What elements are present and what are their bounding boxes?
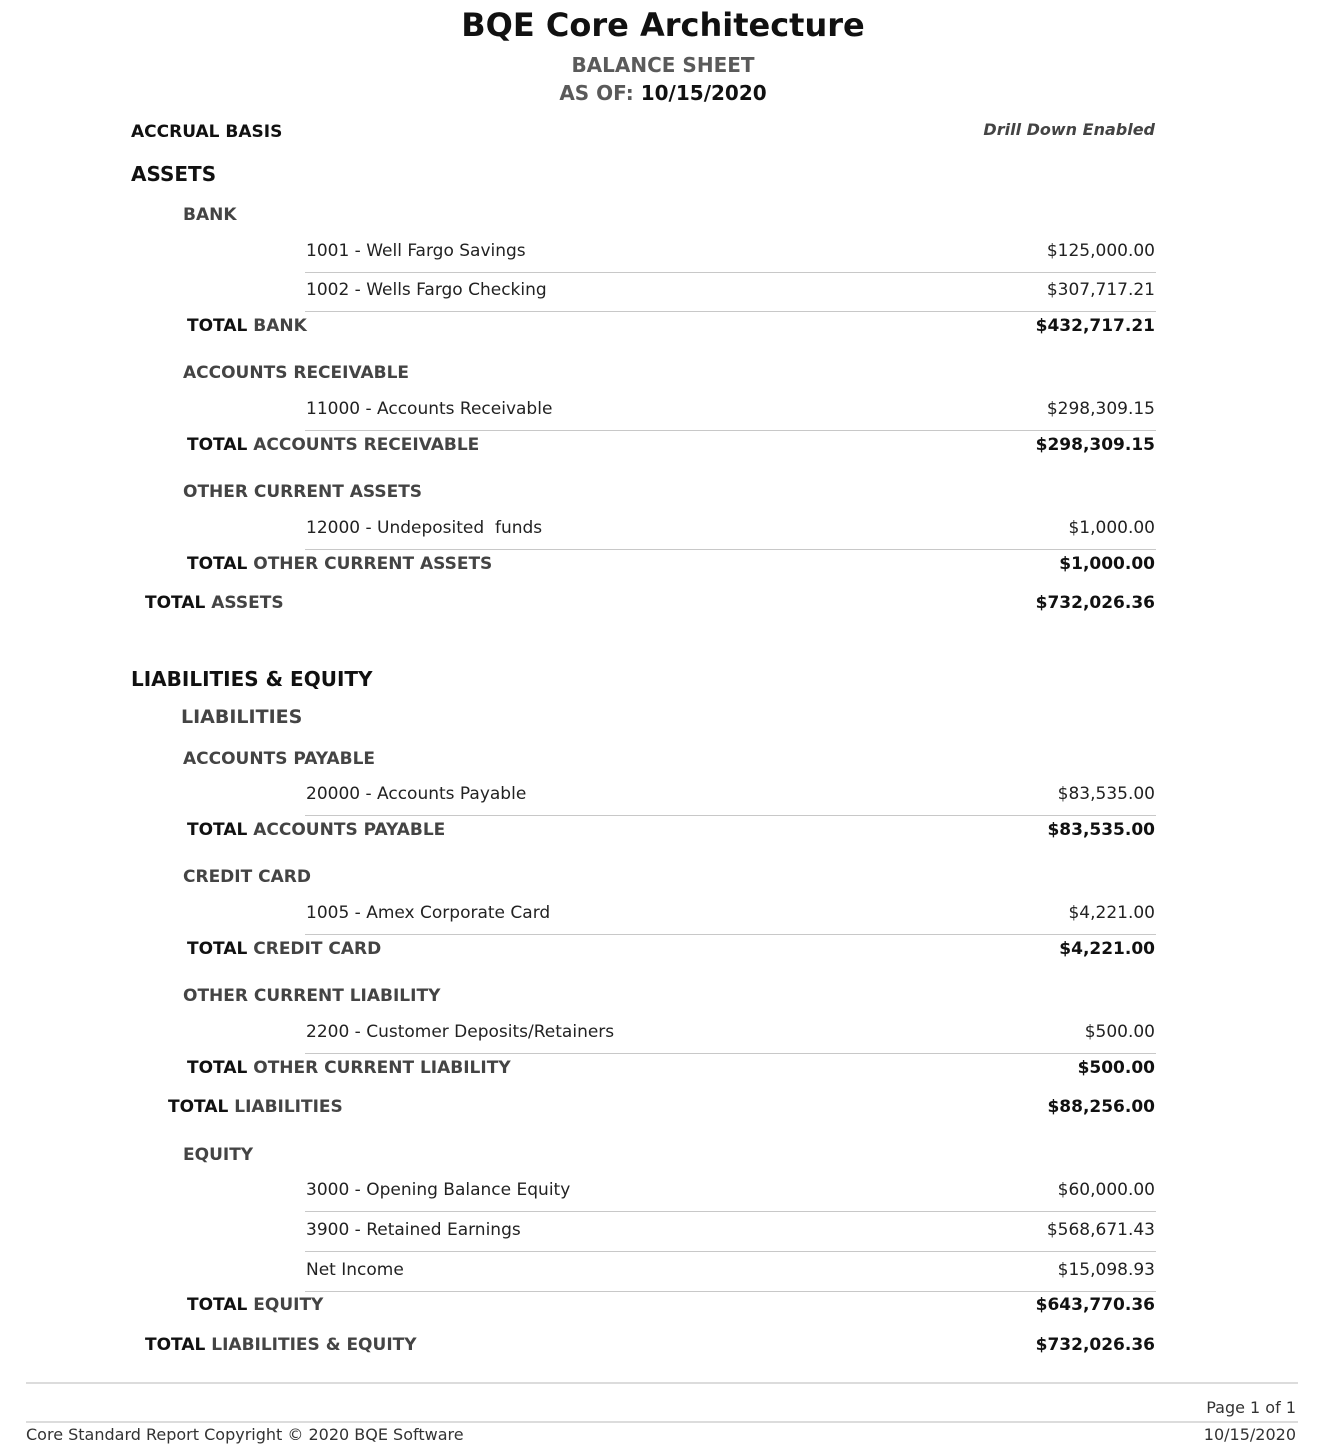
account-row[interactable]: [305, 776, 1156, 816]
report-title: BALANCE SHEET: [571, 53, 755, 77]
total-name: EQUITY: [253, 1295, 324, 1315]
total-word: TOTAL: [168, 1097, 229, 1117]
total-equity-label: [187, 1295, 323, 1315]
drill-down-indicator: Drill Down Enabled: [983, 120, 1155, 139]
as-of-line: [0, 81, 1326, 105]
total-name: LIABILITIES & EQUITY: [211, 1335, 417, 1355]
total-liabilities-equity-amount: $732,026.36: [1035, 1335, 1155, 1355]
footer-divider-bottom: [26, 1421, 1298, 1423]
other-current-liability-heading: OTHER CURRENT LIABILITY: [183, 986, 441, 1006]
account-amount[interactable]: $83,535.00: [1057, 784, 1155, 804]
account-name[interactable]: 2200 - Customer Deposits/Retainers: [306, 1022, 615, 1042]
assets-heading: ASSETS: [131, 162, 217, 186]
total-name: ACCOUNTS PAYABLE: [253, 820, 446, 840]
account-amount[interactable]: $125,000.00: [1046, 241, 1155, 261]
total-name: ACCOUNTS RECEIVABLE: [253, 435, 480, 455]
account-row[interactable]: [305, 272, 1156, 312]
accounts-receivable-heading: ACCOUNTS RECEIVABLE: [183, 363, 410, 383]
account-row[interactable]: [305, 1212, 1156, 1252]
liabilities-heading: LIABILITIES: [181, 706, 303, 728]
total-word: TOTAL: [187, 1295, 248, 1315]
total-liabilities-amount: $88,256.00: [1047, 1097, 1155, 1117]
total-credit-card-amount: $4,221.00: [1059, 939, 1155, 959]
report-company-title: BQE Core Architecture: [461, 6, 865, 44]
account-name[interactable]: 1005 - Amex Corporate Card: [306, 903, 551, 923]
account-name[interactable]: 3900 - Retained Earnings: [306, 1220, 521, 1240]
account-amount[interactable]: $4,221.00: [1068, 903, 1155, 923]
as-of-date: 10/15/2020: [640, 81, 767, 105]
account-amount[interactable]: $60,000.00: [1057, 1180, 1155, 1200]
equity-heading: EQUITY: [183, 1145, 254, 1165]
account-name[interactable]: 1002 - Wells Fargo Checking: [306, 280, 547, 300]
total-accounts-payable-label: [187, 820, 445, 840]
account-name[interactable]: 11000 - Accounts Receivable: [306, 399, 553, 419]
other-current-assets-heading: OTHER CURRENT ASSETS: [183, 482, 423, 502]
total-name: BANK: [253, 316, 307, 336]
total-accounts-receivable-amount: $298,309.15: [1035, 435, 1155, 455]
total-word: TOTAL: [145, 1335, 206, 1355]
total-word: TOTAL: [145, 593, 206, 613]
total-name: LIABILITIES: [234, 1097, 343, 1117]
total-other-current-assets-amount: $1,000.00: [1059, 554, 1155, 574]
copyright-text: Core Standard Report Copyright © 2020 BQE Software: [26, 1425, 464, 1444]
total-word: TOTAL: [187, 1058, 248, 1078]
footer-date: 10/15/2020: [1203, 1425, 1296, 1444]
account-row[interactable]: [305, 1172, 1156, 1212]
account-row[interactable]: [305, 1252, 1156, 1292]
total-liabilities-label: [168, 1097, 343, 1117]
accounting-basis: ACCRUAL BASIS: [131, 122, 283, 142]
page-number: Page 1 of 1: [1206, 1398, 1296, 1417]
account-row[interactable]: [305, 391, 1156, 431]
credit-card-heading: CREDIT CARD: [183, 867, 311, 887]
account-row[interactable]: [305, 233, 1156, 273]
bank-heading: BANK: [183, 205, 237, 225]
account-amount[interactable]: $298,309.15: [1046, 399, 1155, 419]
footer-divider-top: [26, 1382, 1298, 1384]
account-name[interactable]: 1001 - Well Fargo Savings: [306, 241, 526, 261]
total-word: TOTAL: [187, 820, 248, 840]
account-amount[interactable]: $568,671.43: [1046, 1220, 1155, 1240]
total-other-current-liability-label: [187, 1058, 511, 1078]
account-amount[interactable]: $500.00: [1084, 1022, 1155, 1042]
account-amount[interactable]: $1,000.00: [1068, 518, 1155, 538]
account-amount[interactable]: $15,098.93: [1057, 1260, 1155, 1280]
total-credit-card-label: [187, 939, 381, 959]
total-word: TOTAL: [187, 554, 248, 574]
total-name: OTHER CURRENT LIABILITY: [253, 1058, 511, 1078]
total-word: TOTAL: [187, 316, 248, 336]
account-row[interactable]: [305, 510, 1156, 550]
total-accounts-payable-amount: $83,535.00: [1047, 820, 1155, 840]
total-equity-amount: $643,770.36: [1035, 1295, 1155, 1315]
total-bank-label: [187, 316, 307, 336]
total-word: TOTAL: [187, 939, 248, 959]
account-name[interactable]: 20000 - Accounts Payable: [306, 784, 527, 804]
accounts-payable-heading: ACCOUNTS PAYABLE: [183, 749, 376, 769]
account-name[interactable]: Net Income: [306, 1260, 404, 1280]
total-accounts-receivable-label: [187, 435, 479, 455]
total-name: OTHER CURRENT ASSETS: [253, 554, 493, 574]
account-name[interactable]: 3000 - Opening Balance Equity: [306, 1180, 571, 1200]
total-bank-amount: $432,717.21: [1035, 316, 1155, 336]
total-assets-label: [145, 593, 284, 613]
total-name: CREDIT CARD: [253, 939, 382, 959]
total-assets-amount: $732,026.36: [1035, 593, 1155, 613]
account-amount[interactable]: $307,717.21: [1046, 280, 1155, 300]
account-name[interactable]: 12000 - Undeposited funds: [306, 518, 543, 538]
total-word: TOTAL: [187, 435, 248, 455]
total-other-current-liability-amount: $500.00: [1077, 1058, 1155, 1078]
account-row[interactable]: [305, 1014, 1156, 1054]
total-name: ASSETS: [211, 593, 284, 613]
liabilities-equity-heading: LIABILITIES & EQUITY: [131, 667, 373, 691]
as-of-label: AS OF:: [559, 81, 634, 105]
total-liabilities-equity-label: [145, 1335, 417, 1355]
total-other-current-assets-label: [187, 554, 492, 574]
account-row[interactable]: [305, 895, 1156, 935]
